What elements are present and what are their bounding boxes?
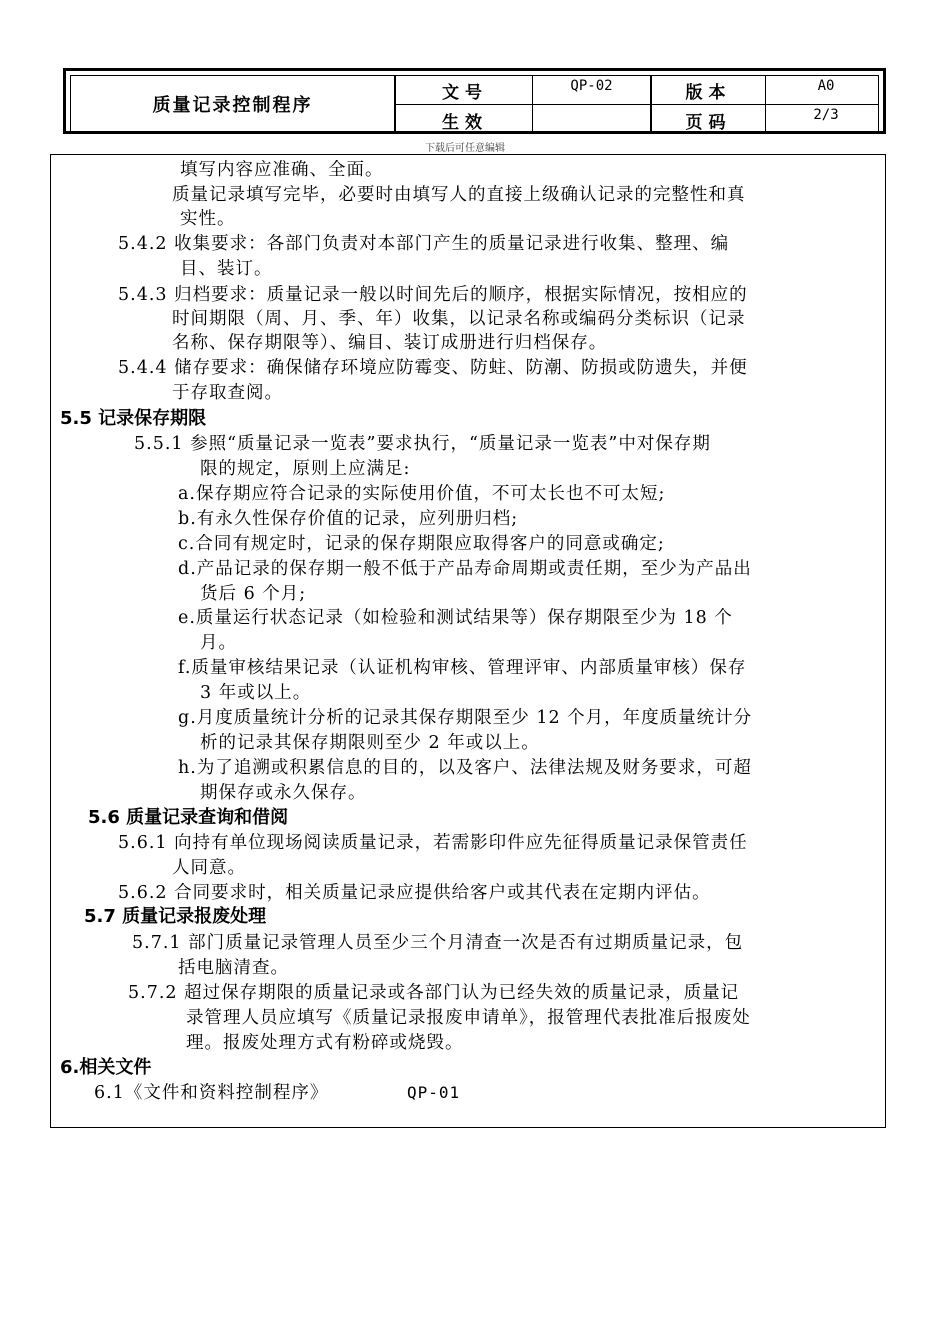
text-line: 5.5.1 参照“质量记录一览表”要求执行，“质量记录一览表”中对保存期: [134, 434, 711, 454]
page-value: 2/3: [813, 107, 839, 123]
version-value: A0: [817, 78, 835, 94]
text-line: 3 年或以上。: [200, 683, 312, 703]
text-line: 货后 6 个月;: [200, 584, 307, 604]
text-line: 填写内容应准确、全面。: [180, 160, 384, 180]
text-line: 于存取查阅。: [172, 383, 283, 403]
text-line: 录管理人员应填写《质量记录报废申请单》，报管理代表批准后报废处: [186, 1008, 751, 1028]
text-line: 5.4.2 收集要求：各部门负责对本部门产生的质量记录进行收集、整理、编: [118, 234, 730, 254]
list-item: f.质量审核结果记录（认证机构审核、管理评审、内部质量审核）保存: [178, 658, 747, 678]
section-heading-5-7: 5.7 质量记录报废处理: [84, 906, 267, 927]
list-item: g.月度质量统计分析的记录其保存期限至少 12 个月，年度质量统计分: [178, 708, 753, 728]
doc-no-value: QP-02: [570, 78, 613, 94]
text-line: 5.6.2 合同要求时，相关质量记录应提供给客户或其代表在定期内评估。: [118, 883, 711, 903]
list-item: h.为了追溯或积累信息的目的，以及客户、法律法规及财务要求，可超: [178, 758, 752, 778]
text-line: 5.7.2 超过保存期限的质量记录或各部门认为已经失效的质量记录，质量记: [128, 983, 740, 1003]
page-label: 页码: [685, 112, 732, 133]
list-item: d.产品记录的保存期一般不低于产品寿命周期或责任期，至少为产品出: [178, 559, 752, 579]
section-heading-6: 6.相关文件: [60, 1057, 152, 1078]
text-line: 5.7.1 部门质量记录管理人员至少三个月清查一次是否有过期质量记录，包: [132, 933, 744, 953]
section-heading-5-5: 5.5 记录保存期限: [60, 408, 207, 429]
effective-label: 生效: [442, 112, 488, 133]
download-note: 下载后可任意编辑: [425, 143, 505, 154]
text-line: 析的记录其保存期限则至少 2 年或以上。: [200, 733, 540, 753]
text-line: 5.4.3 归档要求：质量记录一般以时间先后的顺序，根据实际情况，按相应的: [118, 285, 748, 305]
text-line: 名称、保存期限等）、编目、装订成册进行归档保存。: [172, 333, 608, 353]
effective-value: [533, 105, 650, 135]
document-header: [63, 68, 886, 134]
related-doc-title: 6.1《文件和资料控制程序》: [94, 1083, 329, 1103]
text-line: 括电脑清查。: [178, 958, 289, 978]
text-line: 5.6.1 向持有单位现场阅读质量记录，若需影印件应先征得质量记录保管责任: [118, 833, 748, 853]
text-line: 期保存或永久保存。: [200, 783, 367, 803]
text-line: 实性。: [180, 209, 236, 229]
list-item: c.合同有规定时，记录的保存期限应取得客户的同意或确定;: [178, 534, 665, 554]
text-line: 月。: [200, 633, 237, 653]
header-inner: [70, 75, 879, 131]
text-line: 5.4.4 储存要求：确保储存环境应防霉变、防蛀、防潮、防损或防遗失，并便: [118, 358, 748, 378]
section-heading-5-6: 5.6 质量记录查询和借阅: [88, 807, 289, 828]
text-line: 限的规定，原则上应满足:: [200, 459, 411, 479]
list-item: e.质量运行状态记录（如检验和测试结果等）保存期限至少为 18 个: [178, 608, 733, 628]
text-line: 目、装订。: [180, 259, 273, 279]
version-label: 版本: [685, 82, 732, 103]
text-line: 时间期限（周、月、季、年）收集，以记录名称或编码分类标识（记录: [172, 309, 746, 329]
text-line: 质量记录填写完毕，必要时由填写人的直接上级确认记录的完整性和真: [172, 185, 746, 205]
text-line: 人同意。: [172, 858, 246, 878]
related-doc-code: QP-01: [407, 1083, 461, 1102]
list-item: b.有永久性保存价值的记录，应列册归档;: [178, 509, 519, 529]
text-line: 理。报废处理方式有粉碎或烧毁。: [186, 1033, 464, 1053]
doc-no-label: 文号: [442, 82, 488, 103]
document-title: 质量记录控制程序: [71, 76, 396, 131]
list-item: a.保存期应符合记录的实际使用价值，不可太长也不可太短;: [178, 484, 666, 504]
